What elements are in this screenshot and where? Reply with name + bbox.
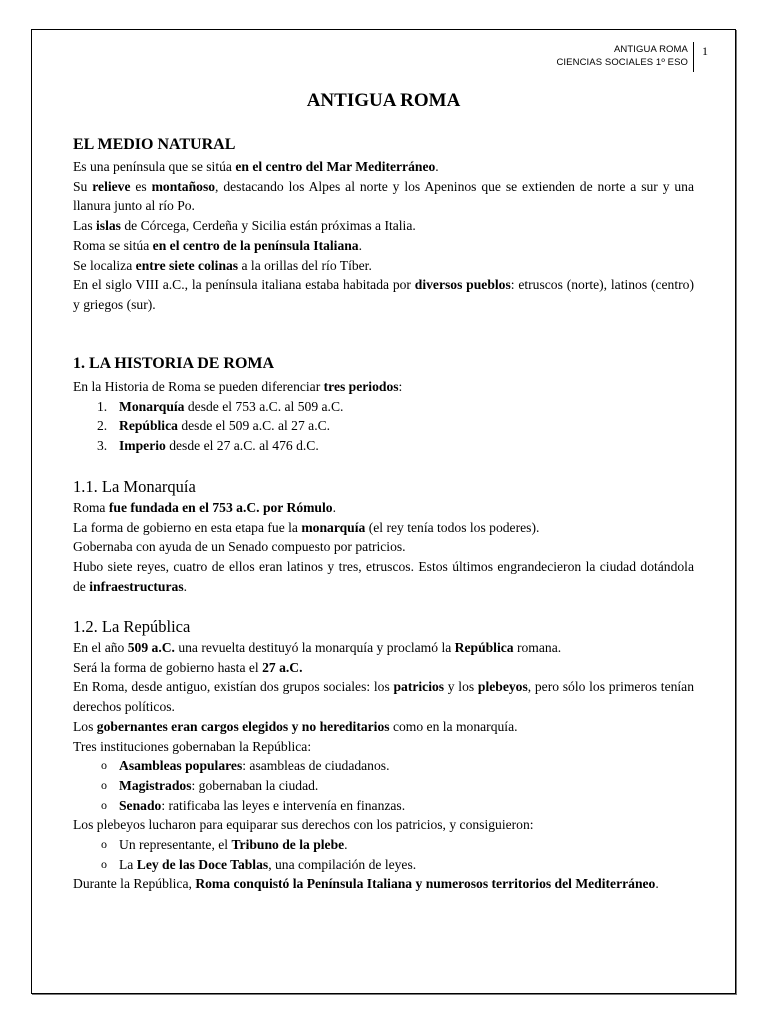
paragraph: En la Historia de Roma se pueden diferenciar tres periodos: [73,379,403,394]
section-republica [73,638,694,894]
document-title: ANTIGUA ROMA [306,90,461,111]
institutions-list [73,756,694,815]
paragraph: Los gobernantes eran cargos elegidos y no hereditarios como en la monarquía. [73,718,518,734]
header-subject: CIENCIAS SOCIALES 1º ESO [556,57,688,68]
paragraph: Roma se sitúa en el centro de la península Italiana. [73,237,363,253]
periods-list [73,397,694,456]
achievements-list [73,835,694,874]
list-item: 1. Monarquía desde el 753 a.C. al 509 a.C. [97,398,344,414]
section-heading-historia: 1. LA HISTORIA DE ROMA [73,355,275,372]
paragraph: Su relieve es montañoso, destacando los Alpes al norte y los Apeninos que se extienden de norte a sur y una llanura junto al río Po. [73,178,694,214]
paragraph: Los plebeyos lucharon para equiparar sus derechos con los patricios, y consiguieron: [73,817,534,833]
list-item: o Senado: ratificaba las leyes e intervenía en finanzas. [101,797,406,813]
section-heading-monarquia: 1.1. La Monarquía [73,477,196,496]
section-monarquia [73,498,694,597]
paragraph: Tres instituciones gobernaban la República: [73,738,312,754]
list-item: o Un representante, el Tribuno de la plebe. [101,837,348,853]
section-heading-republica: 1.2. La República [73,617,191,636]
list-item: 2. República desde el 509 a.C. al 27 a.C. [97,418,331,434]
list-item: o Asambleas populares: asambleas de ciudadanos. [101,758,390,774]
paragraph: Es una península que se sitúa en el centro del Mar Mediterráneo. [73,159,439,174]
paragraph: En Roma, desde antiguo, existían dos grupos sociales: los patricios y los plebeyos, pero sólo los primeros tenían derechos políticos. [73,679,695,715]
page-number: 1 [702,44,708,58]
list-item: o La Ley de las Doce Tablas, una compilación de leyes. [101,856,417,872]
header-divider [693,42,694,72]
header-title: ANTIGUA ROMA [613,44,688,55]
list-item: o Magistrados: gobernaban la ciudad. [101,777,319,793]
paragraph: Será la forma de gobierno hasta el 27 a.C. [73,659,303,675]
paragraph: Se localiza entre siete colinas a la orillas del río Tíber. [73,257,372,273]
paragraph: Roma fue fundada en el 753 a.C. por Rómulo. [73,500,336,515]
paragraph: Gobernaba con ayuda de un Senado compuesto por patricios. [73,539,406,555]
running-header [556,43,688,69]
list-item: 3. Imperio desde el 27 a.C. al 476 d.C. [97,438,319,454]
section-historia [73,377,694,456]
paragraph: La forma de gobierno en esta etapa fue la monarquía (el rey tenía todos los poderes). [73,519,540,535]
paragraph: En el siglo VIII a.C., la península italiana estaba habitada por diversos pueblos: etruscos (norte), latinos (centro) y griegos (sur). [73,277,694,312]
paragraph: En el año 509 a.C. una revuelta destituyó la monarquía y proclamó la República romana. [73,640,562,655]
section-heading-medio-natural: EL MEDIO NATURAL [73,136,236,153]
paragraph: Las islas de Córcega, Cerdeña y Sicilia están próximas a Italia. [73,218,416,234]
paragraph: Hubo siete reyes, cuatro de ellos eran latinos y tres, etruscos. Estos últimos engrandecieron la ciudad dotándola de infraestructuras. [73,559,694,594]
paragraph: Durante la República, Roma conquistó la Península Italiana y numerosos territorios del Mediterráneo. [73,876,659,892]
section-medio-natural [73,157,694,315]
